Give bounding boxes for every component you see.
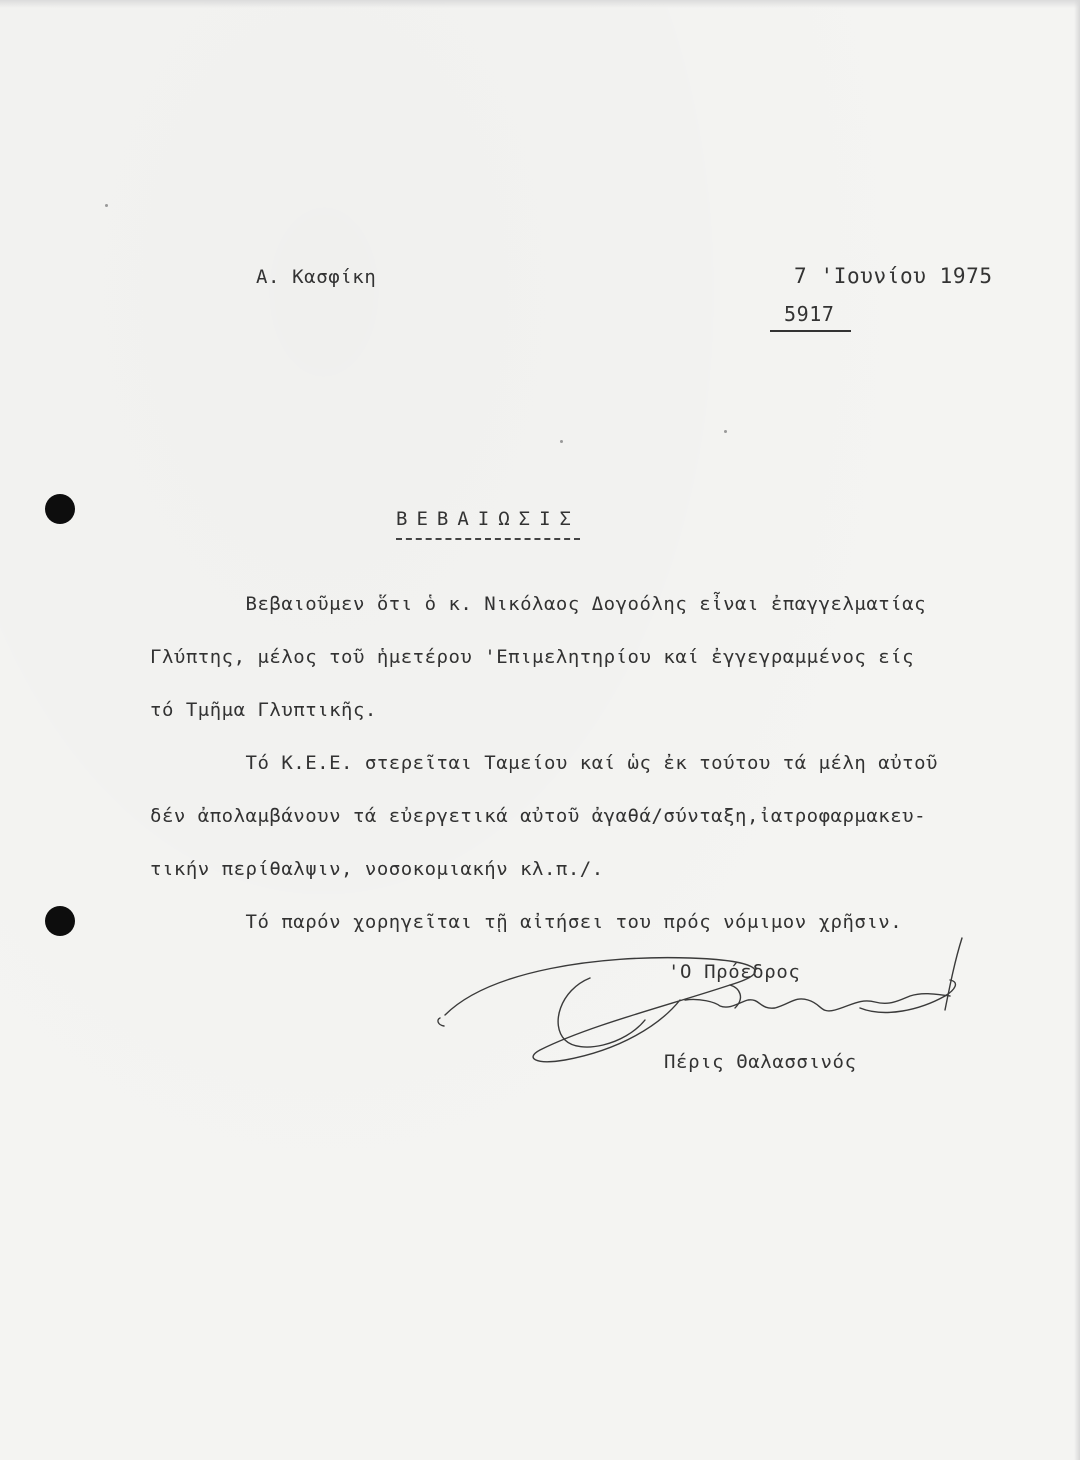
letter-body bbox=[150, 578, 990, 949]
body-line: δέν ἀπολαμβάνουν τά εὐεργετικά αὐτοῦ ἀγαθά/σύνταξη,ἰατροφαρμακευ- bbox=[150, 805, 927, 827]
signatory-role: 'Ο Πρόεδρος bbox=[668, 961, 801, 983]
scan-speck bbox=[724, 430, 727, 433]
letter-date: 7 'Ιουνίου 1975 bbox=[794, 264, 993, 288]
sender-initials: Α. Κασφίκη bbox=[256, 266, 377, 288]
body-line: Τό Κ.Ε.Ε. στερεῖται Ταμείου καί ὡς ἐκ τούτου τά μέλη αὐτοῦ bbox=[150, 752, 938, 774]
signatory-name: Πέρις Θαλασσινός bbox=[664, 1051, 857, 1073]
punch-hole-icon bbox=[45, 494, 75, 524]
scan-edge-top bbox=[0, 0, 1080, 8]
body-line: Γλύπτης, μέλος τοῦ ἡμετέρου 'Επιμελητηρίου καί ἐγγεγραμμένος είς bbox=[150, 646, 915, 668]
body-line: τό Τμῆμα Γλυπτικῆς. bbox=[150, 699, 377, 721]
reference-number: 5917 bbox=[770, 302, 851, 332]
body-line: τικήν περίθαλψιν, νοσοκομιακήν κλ.π./. bbox=[150, 858, 604, 880]
scan-speck bbox=[560, 440, 563, 443]
body-line: Τό παρόν χορηγεῖται τῇ αἰτήσει του πρός νόμιμον χρῆσιν. bbox=[150, 911, 903, 933]
scan-edge-right bbox=[1074, 0, 1080, 1460]
scan-speck bbox=[105, 204, 108, 207]
punch-hole-icon bbox=[45, 906, 75, 936]
body-line: Βεβαιοῦμεν ὅτι ὁ κ. Νικόλαος Δογοόλης εἶναι ἐπαγγελματίας bbox=[150, 593, 927, 615]
document-title: ΒΕΒΑΙΩΣΙΣ bbox=[396, 508, 580, 540]
